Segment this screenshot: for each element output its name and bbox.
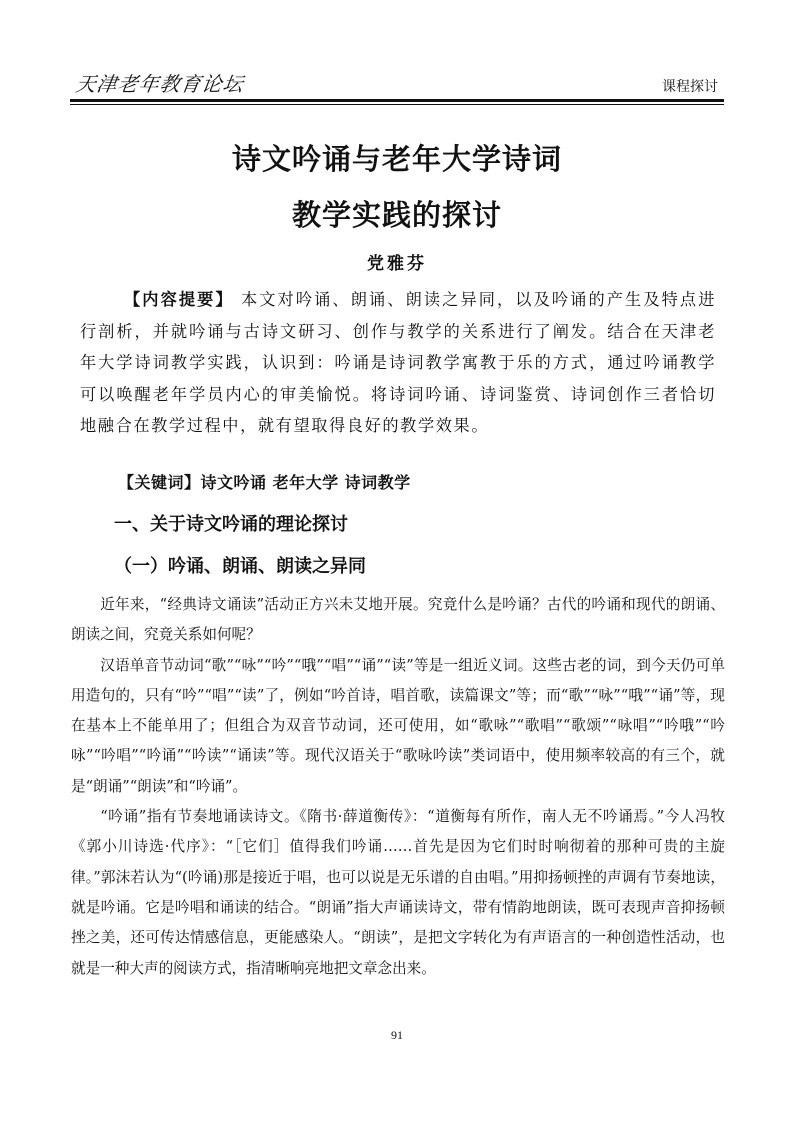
section-tag: 课程探讨 [662,79,718,95]
page-number: 91 [391,1028,403,1042]
subsection-heading: （一）吟诵、朗诵、朗读之异同 [114,556,366,577]
keywords-label: 【关键词】 [118,473,201,492]
section-heading: 一、关于诗文吟诵的理论探讨 [114,514,348,535]
header-rule-thin [70,104,724,105]
title-line-1: 诗文吟诵与老年大学诗词 [231,142,562,176]
journal-name: 天津老年教育论坛 [74,72,246,96]
paragraph: 汉语单音节动词“歌”“咏”“吟”“哦”“唱”“诵”“读”等是一组近义词。这些古老的词，到今天仍可单用造句的，只有“吟”“唱”“读”了，例如“吟首诗，唱首歌，读篇课文”等；而“歌”“咏”“哦”“诵”等，现在基本上不能单用了；但组合为双音节动词，还可使用，如“歌咏”“歌唱”“歌颂”“咏唱”“吟哦”“吟咏”“吟唱”“吟诵”“吟读”“诵读”等。现代汉语关于“歌咏吟读”类词语中，使用频率较高的有三个，就是“朗诵”“朗读”和“吟诵”。 [71,656,725,795]
paragraph: 近年来，“经典诗文诵读”活动正方兴未艾地开展。究竟什么是吟诵？古代的吟诵和现代的朗诵、朗读之间，究竟关系如何呢？ [71,596,725,644]
abstract [80,284,716,442]
running-header [76,62,718,98]
abstract-label: 【内容提要】 [124,290,234,309]
title-line-2: 教学实践的探讨 [291,198,502,232]
header-rule-thick [70,99,724,102]
paragraph: “吟诵”指有节奏地诵读诗文。《隋书·薛道衡传》：“道衡每有所作，南人无不吟诵焉。”今人冯牧《郭小川诗选·代序》：“［它们］值得我们吟诵……首先是因为它们时时响彻着的那种可贵的主旋律。”郭沫若认为“(吟诵)那是接近于唱，也可以说是无乐谱的自由唱。”用抑扬顿挫的声调有节奏地读，就是吟诵。它是吟唱和诵读的结合。“朗诵”指大声诵读诗文，带有情韵地朗读，既可表现声音抑扬顿挫之美，还可传达情感信息，更能感染人。“朗读”，是把文字转化为有声语言的一种创造性活动，也就是一种大声的阅读方式，指清晰响亮地把文章念出来。 [71,808,725,977]
keywords-text: 诗文吟诵 老年大学 诗词教学 [200,473,411,492]
abstract-text: 本文对吟诵、朗诵、朗读之异同，以及吟诵的产生及特点进行剖析，并就吟诵与古诗文研习、创作与教学的关系进行了阐发。结合在天津老年大学诗词教学实践，认识到：吟诵是诗词教学寓教于乐的方式，通过吟诵教学可以唤醒老年学员内心的审美愉悦。将诗词吟诵、诗词鉴赏、诗词创作三者恰切地融合在教学过程中，就有望取得良好的教学效果。 [80,290,716,435]
body-text [71,590,725,984]
keywords [118,470,411,493]
author-name: 党雅芬 [367,254,427,274]
